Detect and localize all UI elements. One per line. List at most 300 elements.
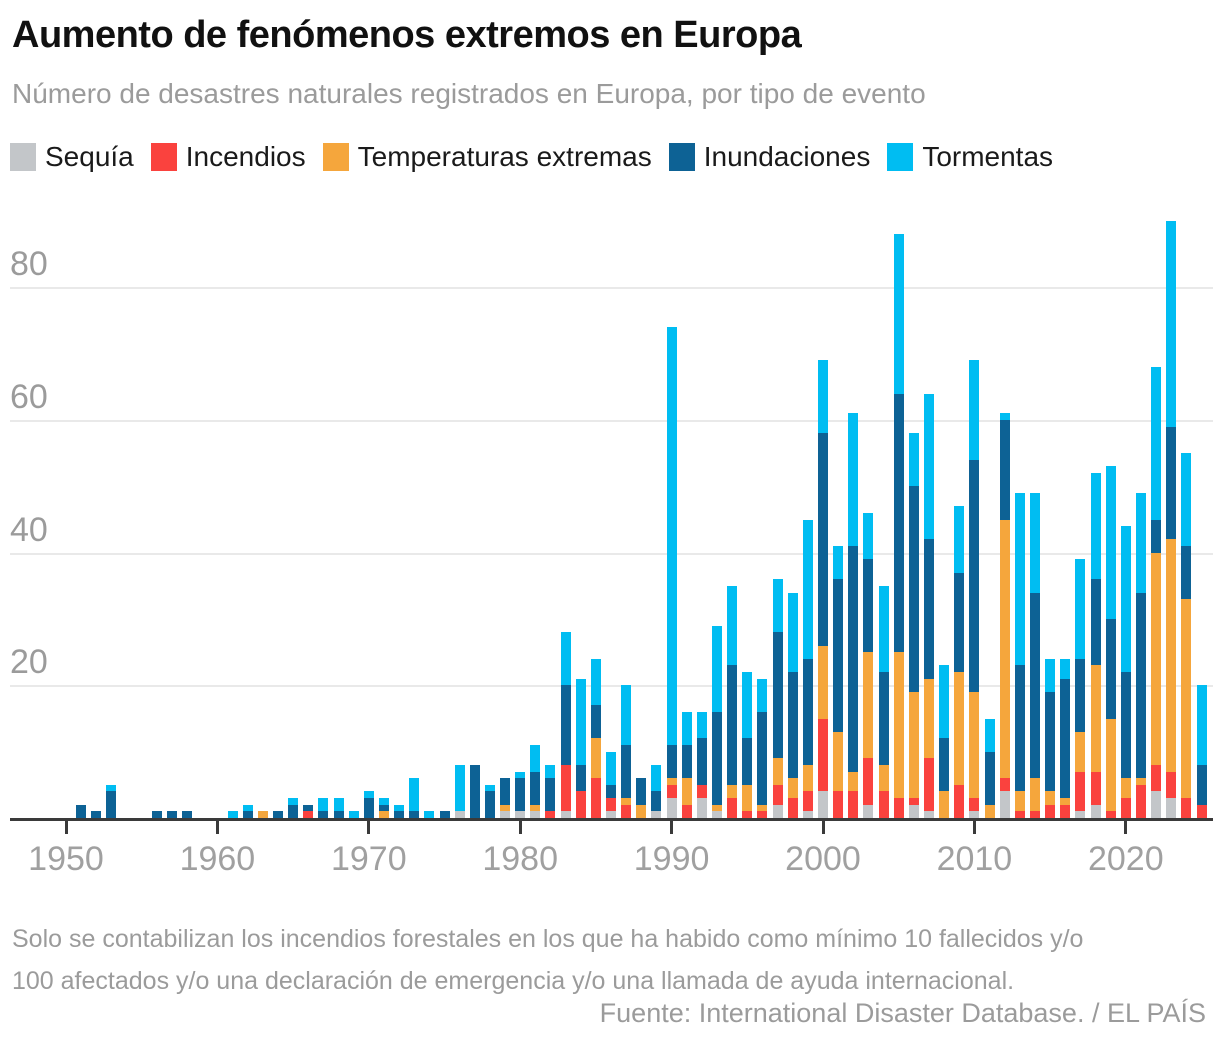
bar-segment-2001-Incendios [833,791,843,818]
bar-2019 [1106,466,1116,818]
bar-segment-1995-Temperaturas extremas [742,785,752,812]
bar-segment-2023-Inundaciones [1166,427,1176,540]
bar-segment-1996-Incendios [757,811,767,818]
bar-1974 [424,811,434,818]
bar-segment-2010-Incendios [969,798,979,811]
bar-segment-1971-Temperaturas extremas [379,811,389,818]
bar-segment-2011-Tormentas [985,719,995,752]
bar-segment-1978-Tormentas [485,785,495,792]
bar-2014 [1030,493,1040,818]
bar-segment-2012-Tormentas [1000,413,1010,420]
bar-segment-1966-Inundaciones [303,805,313,812]
bar-segment-1983-Sequía [561,811,571,818]
bar-1967 [318,798,328,818]
bar-segment-1963-Temperaturas extremas [258,811,268,818]
bar-segment-2006-Temperaturas extremas [909,692,919,798]
bar-segment-1991-Incendios [682,805,692,818]
bar-segment-1996-Inundaciones [757,712,767,805]
bar-segment-2016-Inundaciones [1060,679,1070,798]
bar-segment-2006-Inundaciones [909,486,919,692]
bar-segment-1965-Inundaciones [288,805,298,818]
bar-segment-2017-Inundaciones [1075,659,1085,732]
bar-segment-1973-Tormentas [409,778,419,811]
source-credit: Fuente: International Disaster Database. / EL PAÍS [599,998,1206,1028]
bar-segment-2014-Temperaturas extremas [1030,778,1040,811]
legend-label: Incendios [185,141,306,172]
bar-segment-1987-Tormentas [621,685,631,745]
bar-1958 [182,811,192,818]
bar-segment-1994-Incendios [727,798,737,818]
bar-2020 [1121,526,1131,818]
bar-segment-2007-Inundaciones [924,539,934,678]
bar-segment-1998-Inundaciones [788,672,798,778]
bar-2012 [1000,413,1010,818]
bar-segment-2004-Tormentas [879,586,889,672]
bar-segment-2006-Incendios [909,798,919,805]
bar-segment-2009-Inundaciones [954,573,964,672]
bar-segment-1983-Incendios [561,765,571,811]
bar-segment-1984-Inundaciones [576,765,586,792]
bar-segment-2020-Inundaciones [1121,672,1131,778]
bar-segment-1986-Tormentas [606,752,616,785]
bar-1976 [455,765,465,818]
bar-segment-2023-Sequía [1166,798,1176,818]
bar-segment-2013-Incendios [1015,811,1025,818]
bar-segment-2009-Temperaturas extremas [954,672,964,785]
bar-1977 [470,765,480,818]
x-axis-label-1990: 1990 [633,840,710,878]
bar-segment-2025-Tormentas [1197,685,1207,765]
bar-1980 [515,772,525,818]
bar-segment-2015-Tormentas [1045,659,1055,692]
bar-2010 [969,360,979,818]
bar-segment-1968-Inundaciones [334,811,344,818]
bar-2013 [1015,493,1025,818]
bar-segment-2015-Incendios [1045,805,1055,818]
bar-segment-2010-Inundaciones [969,460,979,692]
bar-1968 [334,798,344,818]
bar-2025 [1197,685,1207,818]
bar-2005 [894,234,904,818]
bar-2021 [1136,493,1146,818]
bar-segment-1985-Temperaturas extremas [591,738,601,778]
bar-segment-1969-Tormentas [349,811,359,818]
bar-segment-2018-Incendios [1091,772,1101,805]
bar-segment-2012-Sequía [1000,791,1010,818]
bar-segment-1971-Tormentas [379,798,389,805]
bar-segment-2019-Incendios [1106,811,1116,818]
page-title: Aumento de fenómenos extremos en Europa [12,14,802,56]
bar-segment-2001-Tormentas [833,546,843,579]
page-subtitle: Número de desastres naturales registrados en Europa, por tipo de evento [12,78,926,109]
bar-segment-2016-Temperaturas extremas [1060,798,1070,805]
bar-segment-1972-Inundaciones [394,811,404,818]
bar-segment-1991-Tormentas [682,712,692,745]
bar-segment-2025-Inundaciones [1197,765,1207,805]
bar-segment-1980-Sequía [515,811,525,818]
bar-segment-1994-Temperaturas extremas [727,785,737,798]
bar-segment-2019-Temperaturas extremas [1106,719,1116,812]
bar-segment-1967-Tormentas [318,798,328,811]
bar-segment-1968-Tormentas [334,798,344,811]
bar-segment-2014-Incendios [1030,811,1040,818]
bar-segment-1998-Incendios [788,798,798,818]
bar-segment-2014-Inundaciones [1030,593,1040,779]
bar-segment-2015-Temperaturas extremas [1045,791,1055,804]
bar-1952 [91,811,101,818]
bar-1966 [303,805,313,818]
x-axis-label-1950: 1950 [28,840,104,878]
bar-segment-2010-Temperaturas extremas [969,692,979,798]
bar-segment-1971-Inundaciones [379,805,389,812]
bar-2016 [1060,659,1070,818]
bar-segment-2009-Incendios [954,785,964,818]
bar-1969 [349,811,359,818]
bar-segment-1998-Temperaturas extremas [788,778,798,798]
bar-segment-1952-Inundaciones [91,811,101,818]
bar-segment-1976-Sequía [455,811,465,818]
bar-segment-1980-Inundaciones [515,778,525,811]
bar-segment-2000-Temperaturas extremas [818,646,828,719]
bar-segment-2021-Inundaciones [1136,593,1146,779]
bar-segment-2001-Temperaturas extremas [833,732,843,792]
bar-segment-2002-Incendios [848,791,858,818]
bar-1964 [273,811,283,818]
bar-segment-2000-Sequía [818,791,828,818]
bar-segment-2024-Inundaciones [1181,546,1191,599]
bar-segment-2018-Tormentas [1091,473,1101,579]
bar-segment-1997-Incendios [773,785,783,805]
bar-segment-2005-Tormentas [894,234,904,393]
bar-segment-1989-Inundaciones [651,791,661,811]
bar-1991 [682,712,692,818]
legend-label: Inundaciones [703,141,871,172]
bar-2006 [909,433,919,818]
bar-segment-2013-Tormentas [1015,493,1025,665]
bar-segment-2016-Tormentas [1060,659,1070,679]
bar-segment-1981-Sequía [530,811,540,818]
bar-segment-2007-Tormentas [924,394,934,540]
bar-1962 [243,805,253,818]
bar-segment-1965-Tormentas [288,798,298,805]
bar-1995 [742,672,752,818]
footnote [12,918,1083,1002]
bar-segment-1956-Inundaciones [152,811,162,818]
bar-segment-1989-Tormentas [651,765,661,792]
bar-1963 [258,811,268,818]
x-axis-label-2000: 2000 [785,840,861,878]
bar-segment-1996-Tormentas [757,679,767,712]
bar-1972 [394,805,404,818]
bar-1982 [545,765,555,818]
bar-1956 [152,811,162,818]
bar-segment-1977-Inundaciones [470,765,480,818]
bar-2011 [985,719,995,818]
bar-segment-2003-Inundaciones [863,559,873,652]
bar-1997 [773,579,783,818]
bar-segment-2003-Incendios [863,758,873,804]
bar-1975 [440,811,450,818]
bar-segment-1992-Inundaciones [697,738,707,784]
x-tick-1950 [65,821,68,834]
bar-segment-1981-Temperaturas extremas [530,805,540,812]
bar-1984 [576,679,586,818]
bar-segment-2022-Temperaturas extremas [1151,553,1161,765]
bar-segment-2023-Temperaturas extremas [1166,539,1176,771]
legend-label: Temperaturas extremas [357,141,652,172]
bar-segment-1997-Tormentas [773,579,783,632]
bar-segment-1990-Sequía [667,798,677,818]
bar-segment-1967-Inundaciones [318,811,328,818]
bar-segment-1995-Incendios [742,811,752,818]
bar-segment-2003-Tormentas [863,513,873,559]
bar-segment-1997-Sequía [773,805,783,818]
bar-segment-2006-Tormentas [909,433,919,486]
legend-label: Tormentas [922,141,1054,172]
bar-segment-1970-Inundaciones [364,798,374,818]
bar-segment-2000-Tormentas [818,360,828,433]
gridline-60 [10,420,1213,422]
bar-segment-1988-Inundaciones [636,778,646,805]
bar-segment-2001-Inundaciones [833,579,843,732]
bar-2000 [818,360,828,818]
bar-segment-2018-Sequía [1091,805,1101,818]
bar-segment-2020-Temperaturas extremas [1121,778,1131,798]
bar-1983 [561,632,571,818]
bar-segment-2017-Sequía [1075,811,1085,818]
bar-segment-1981-Tormentas [530,745,540,772]
bar-segment-1962-Tormentas [243,805,253,812]
bar-segment-1985-Incendios [591,778,601,818]
bar-1961 [228,811,238,818]
x-axis-label-2020: 2020 [1087,840,1164,878]
bar-2008 [939,665,949,818]
bar-segment-1986-Sequía [606,811,616,818]
bar-segment-2000-Inundaciones [818,433,828,645]
y-axis-label-80: 80 [10,245,48,284]
bar-segment-1951-Inundaciones [76,805,86,818]
legend-label: Sequía [45,141,134,172]
bar-segment-2002-Temperaturas extremas [848,772,858,792]
bar-segment-1973-Inundaciones [409,811,419,818]
bar-1985 [591,659,601,818]
bar-segment-1993-Tormentas [712,626,722,712]
bar-segment-1999-Sequía [803,811,813,818]
bar-1996 [757,679,767,818]
bar-segment-1957-Inundaciones [167,811,177,818]
bar-segment-2011-Inundaciones [985,752,995,805]
bar-segment-1979-Sequía [500,811,510,818]
x-tick-2020 [1124,821,1127,834]
bar-segment-1962-Inundaciones [243,811,253,818]
bar-segment-2024-Tormentas [1181,453,1191,546]
bar-1973 [409,778,419,818]
bar-segment-1994-Inundaciones [727,665,737,784]
bar-segment-2008-Tormentas [939,665,949,738]
bar-segment-2012-Temperaturas extremas [1000,520,1010,779]
bar-segment-2022-Incendios [1151,765,1161,792]
x-axis-label-2010: 2010 [936,840,1013,878]
bar-segment-2002-Tormentas [848,413,858,546]
bar-segment-1989-Sequía [651,811,661,818]
bar-segment-1992-Tormentas [697,712,707,739]
x-tick-2010 [973,821,976,834]
bar-1989 [651,765,661,818]
bar-2001 [833,546,843,818]
bar-segment-1996-Temperaturas extremas [757,805,767,812]
bar-2017 [1075,559,1085,818]
bar-segment-2024-Incendios [1181,798,1191,818]
bar-1987 [621,685,631,818]
bar-segment-1985-Inundaciones [591,705,601,738]
y-axis-label-60: 60 [10,378,48,417]
bar-segment-1979-Temperaturas extremas [500,805,510,812]
bar-segment-1986-Incendios [606,798,616,811]
bar-segment-1974-Tormentas [424,811,434,818]
bar-segment-1987-Temperaturas extremas [621,798,631,805]
bar-segment-1995-Inundaciones [742,738,752,784]
bar-2007 [924,394,934,818]
bar-segment-2004-Inundaciones [879,672,889,765]
bar-segment-2004-Temperaturas extremas [879,765,889,792]
bar-segment-1998-Tormentas [788,593,798,673]
bar-1994 [727,586,737,818]
bar-segment-2020-Tormentas [1121,526,1131,672]
bar-segment-1992-Sequía [697,798,707,818]
bar-segment-2005-Inundaciones [894,394,904,653]
x-axis-label-1970: 1970 [330,840,407,878]
x-axis-label-1960: 1960 [179,840,256,878]
bar-segment-2014-Tormentas [1030,493,1040,592]
bar-1957 [167,811,177,818]
bar-segment-2010-Tormentas [969,360,979,459]
bar-segment-2020-Incendios [1121,798,1131,818]
bar-segment-1953-Tormentas [106,785,116,792]
bar-segment-2007-Temperaturas extremas [924,679,934,759]
bar-segment-1982-Inundaciones [545,778,555,811]
bar-segment-1990-Temperaturas extremas [667,778,677,785]
bar-segment-2019-Inundaciones [1106,619,1116,718]
bar-segment-1978-Inundaciones [485,791,495,818]
bar-segment-1997-Temperaturas extremas [773,758,783,785]
bar-segment-2023-Tormentas [1166,221,1176,427]
bar-segment-1986-Inundaciones [606,785,616,798]
bar-segment-1994-Tormentas [727,586,737,666]
bar-2004 [879,586,889,818]
bar-segment-2005-Incendios [894,798,904,818]
bar-segment-1999-Inundaciones [803,659,813,765]
footnote-line-2: 100 afectados y/o una declaración de emergencia y/o una llamada de ayuda internacional. [12,967,1015,995]
bar-2002 [848,413,858,818]
bar-segment-1995-Tormentas [742,672,752,738]
bar-2024 [1181,453,1191,818]
bar-segment-2003-Temperaturas extremas [863,652,873,758]
bar-segment-2015-Inundaciones [1045,692,1055,791]
bar-1970 [364,791,374,818]
bar-segment-2000-Incendios [818,719,828,792]
gridline-80 [10,287,1213,289]
x-tick-1980 [519,821,522,834]
bar-segment-2023-Incendios [1166,772,1176,799]
bar-2003 [863,513,873,818]
bar-1971 [379,798,389,818]
bar-segment-2012-Incendios [1000,778,1010,791]
bar-2022 [1151,367,1161,818]
bar-segment-1975-Inundaciones [440,811,450,818]
bar-segment-1985-Tormentas [591,659,601,705]
bar-segment-2002-Inundaciones [848,546,858,772]
y-axis-label-20: 20 [10,643,48,682]
bar-segment-2007-Incendios [924,758,934,811]
bar-segment-1953-Inundaciones [106,791,116,818]
y-axis-label-40: 40 [10,510,48,549]
bar-segment-2010-Sequía [969,811,979,818]
bar-segment-1970-Tormentas [364,791,374,798]
bar-segment-1966-Incendios [303,811,313,818]
bar-segment-1984-Incendios [576,791,586,818]
bar-segment-2006-Sequía [909,805,919,818]
bar-segment-1999-Temperaturas extremas [803,765,813,792]
bar-1981 [530,745,540,818]
bar-segment-1983-Inundaciones [561,685,571,765]
bar-segment-1997-Inundaciones [773,632,783,758]
bar-segment-1972-Tormentas [394,805,404,812]
bar-segment-2017-Tormentas [1075,559,1085,658]
bar-segment-2007-Sequía [924,811,934,818]
bar-1993 [712,626,722,818]
x-tick-2000 [822,821,825,834]
bar-segment-1982-Tormentas [545,765,555,778]
bar-segment-1993-Sequía [712,811,722,818]
bar-segment-1976-Tormentas [455,765,465,811]
bar-segment-1987-Incendios [621,805,631,818]
bar-segment-2018-Temperaturas extremas [1091,665,1101,771]
bar-segment-2024-Temperaturas extremas [1181,599,1191,798]
x-tick-1960 [216,821,219,834]
bar-1979 [500,778,510,818]
bar-segment-2004-Incendios [879,791,889,818]
bar-1999 [803,520,813,818]
bar-2009 [954,506,964,818]
bar-segment-1992-Incendios [697,785,707,798]
bar-segment-2021-Temperaturas extremas [1136,778,1146,785]
bar-1992 [697,712,707,818]
bar-segment-1993-Temperaturas extremas [712,805,722,812]
bar-1988 [636,778,646,818]
bar-segment-2011-Temperaturas extremas [985,805,995,818]
bar-1953 [106,785,116,818]
bar-segment-2005-Temperaturas extremas [894,652,904,798]
bar-2015 [1045,659,1055,818]
bar-segment-1991-Temperaturas extremas [682,778,692,805]
bar-segment-1983-Tormentas [561,632,571,685]
footnote-line-1: Solo se contabilizan los incendios forestales en los que ha habido como mínimo 10 fallecidos y/o [12,925,1084,953]
bar-segment-1984-Tormentas [576,679,586,765]
bar-1998 [788,593,798,819]
bar-segment-2022-Sequía [1151,791,1161,818]
bar-segment-2003-Sequía [863,805,873,818]
bar-segment-2018-Inundaciones [1091,579,1101,665]
bar-segment-2017-Temperaturas extremas [1075,732,1085,772]
bar-segment-2021-Incendios [1136,785,1146,818]
bar-segment-1988-Temperaturas extremas [636,805,646,818]
bar-segment-2009-Tormentas [954,506,964,572]
bar-2023 [1166,221,1176,818]
bar-segment-2016-Incendios [1060,805,1070,818]
bar-2018 [1091,473,1101,818]
bar-1986 [606,752,616,818]
bar-segment-1999-Tormentas [803,520,813,659]
